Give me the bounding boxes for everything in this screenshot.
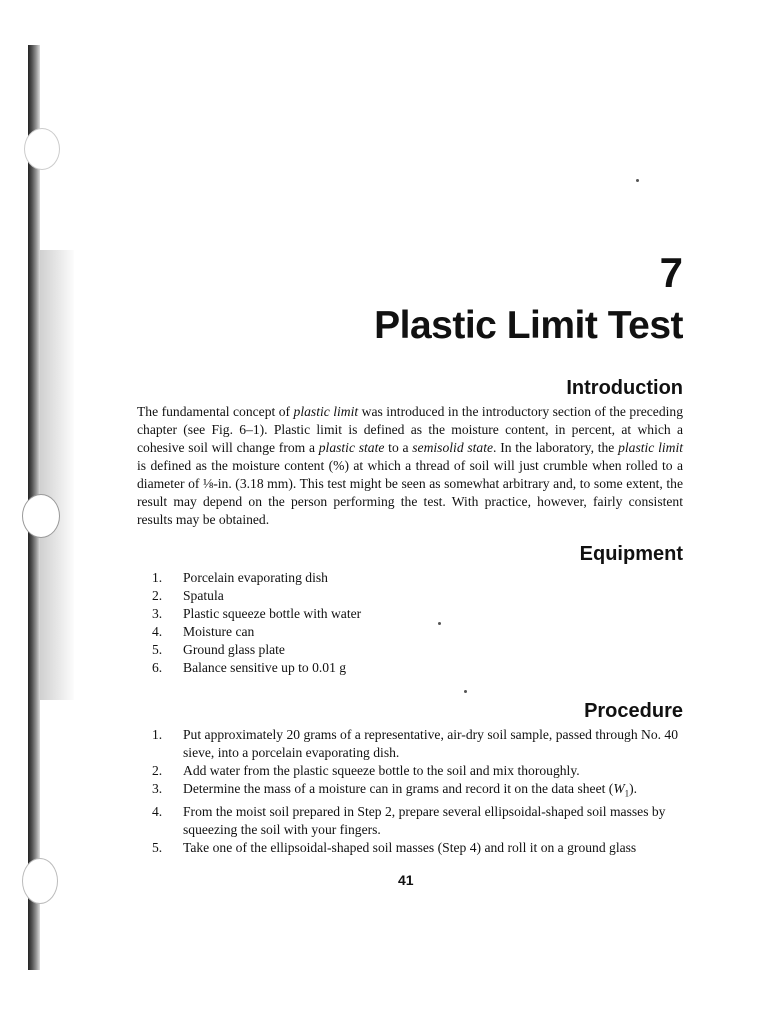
procedure-heading: Procedure	[584, 700, 683, 722]
list-item: 5. Ground glass plate	[152, 642, 285, 657]
binding-shadow	[40, 250, 74, 700]
chapter-title: Plastic Limit Test	[374, 304, 683, 347]
punch-hole	[24, 128, 60, 170]
list-item: 1. Put approximately 20 grams of a representative, air-dry soil sample, passed through No. 40 sieve, into a porcelain evaporating dish.	[152, 727, 679, 760]
equipment-heading: Equipment	[579, 543, 683, 565]
scan-speck	[464, 690, 467, 693]
equipment-list	[140, 569, 685, 677]
list-item: 4. From the moist soil prepared in Step 2, prepare several ellipsoidal-shaped soil masses by squeezing the soil with your fingers.	[152, 803, 666, 837]
introduction-heading: Introduction	[566, 377, 683, 399]
list-item: 1. Porcelain evaporating dish	[152, 570, 328, 585]
introduction-paragraph: The fundamental concept of plastic limit was introduced in the introductory section of the preceding chapter (see Fig. 6–1). Plastic limit is defined as the moisture content, in percent, at which a cohesive soil will change from a plastic state to a semisolid state. In the laboratory, the plastic limit is defined as the moisture content (%) at which a thread of soil will just crumble when rolled to a diameter of ⅛-in. (3.18 mm). This test might be seen as somewhat arbitrary and, to some extent, the result may depend on the person performing the test. With practice, however, fairly consistent results may be obtained.	[137, 404, 684, 527]
list-item: 4. Moisture can	[152, 624, 255, 639]
punch-hole	[22, 494, 60, 538]
scan-speck	[636, 179, 639, 182]
list-item: 3. Plastic squeeze bottle with water	[152, 606, 362, 621]
list-item: 5. Take one of the ellipsoidal-shaped soil masses (Step 4) and roll it on a ground glass	[152, 839, 637, 855]
procedure-list	[140, 726, 685, 857]
list-item: 2. Add water from the plastic squeeze bottle to the soil and mix thoroughly.	[152, 763, 580, 778]
list-item: 3. Determine the mass of a moisture can in grams and record it on the data sheet $(W_1)$.	[152, 781, 638, 799]
chapter-number: 7	[659, 249, 683, 296]
punch-hole	[22, 858, 58, 904]
page-number: 41	[398, 872, 414, 888]
list-item: 2. Spatula	[152, 588, 224, 603]
list-item: 6. Balance sensitive up to 0.01 g	[152, 660, 347, 675]
